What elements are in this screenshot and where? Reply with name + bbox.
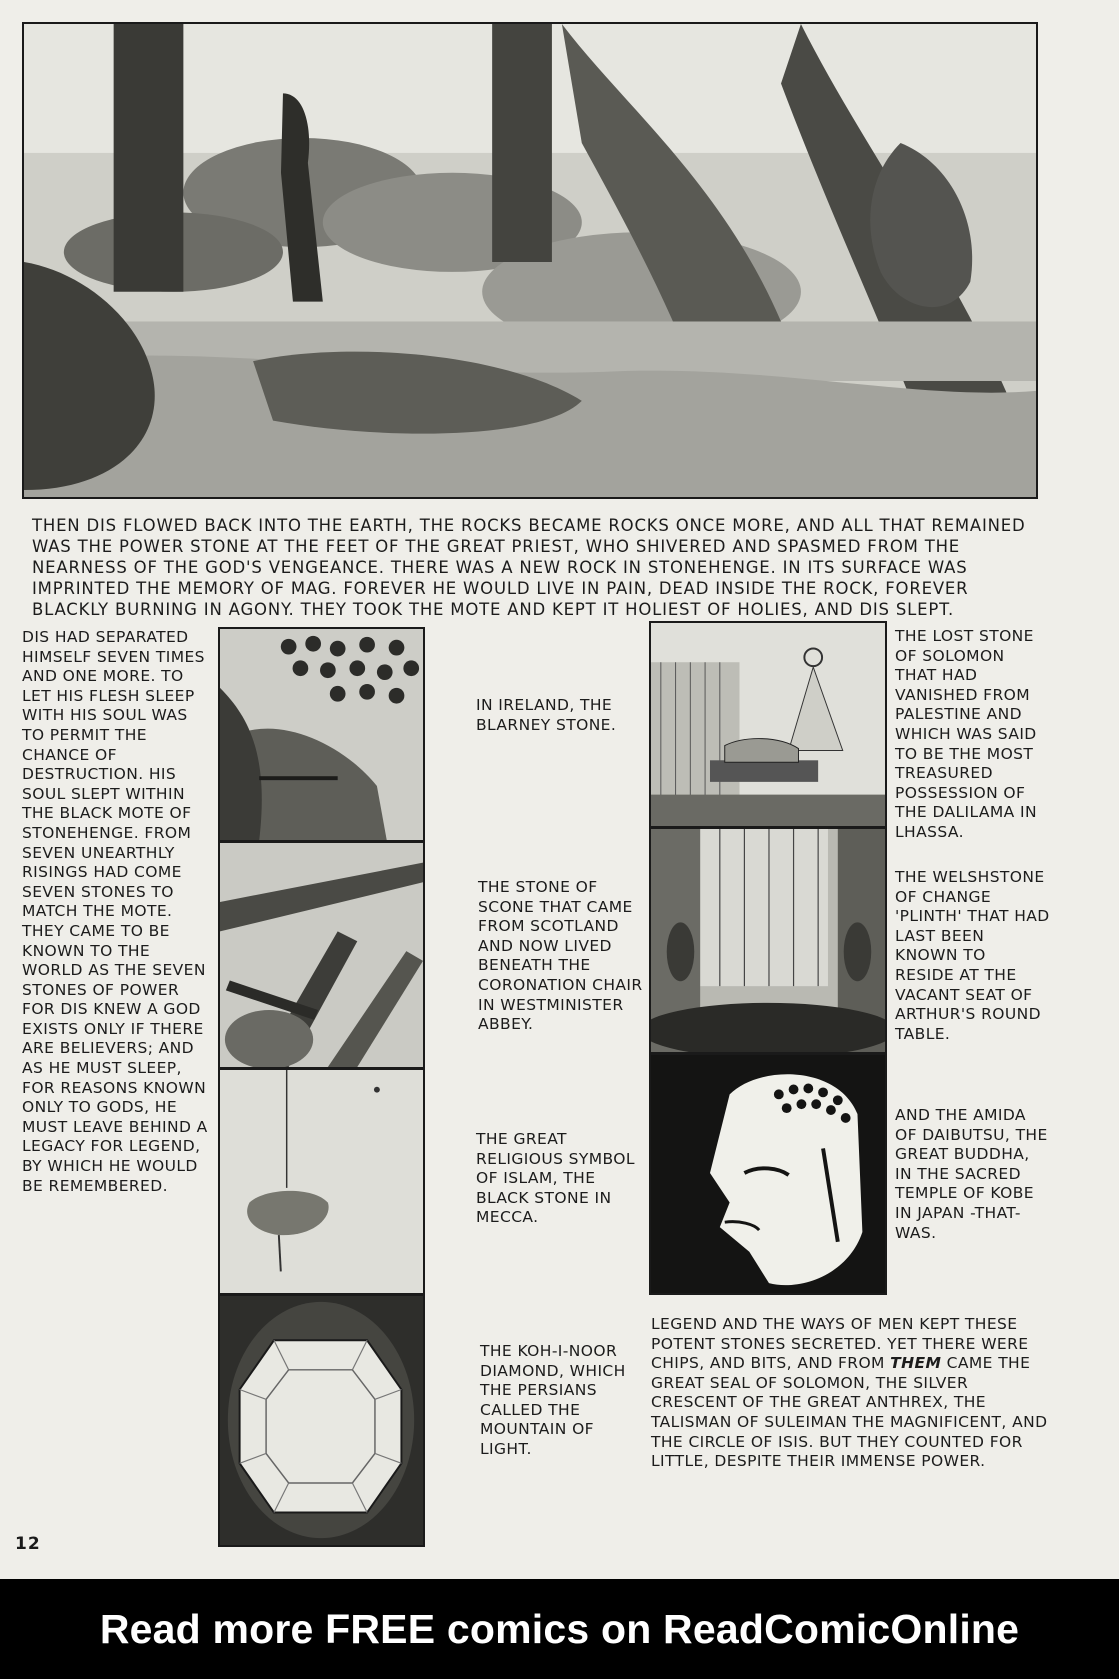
left-column-narration: DIS HAD SEPARATED HIMSELF SEVEN TIMES AND ONE MORE. TO LET HIS FLESH SLEEP WITH HIS SOUL WAS TO PERMIT THE CHANCE OF DESTRUCTION. HIS SOUL SLEPT WITHIN THE BLACK MOTE OF STONEHENGE. FROM SEVEN UNEARTHLY RISINGS HAD COME SEVEN STONES TO MATCH THE MOTE. THEY CAME TO BE KNOWN TO THE WORLD AS THE SEVEN STONES OF POWER FOR DIS KNEW A GOD EXISTS ONLY IF THERE ARE BELIEVERS; AND AS HE MUST SLEEP, FOR REASONS KNOWN ONLY TO GODS, HE MUST LEAVE BEHIND A LEGACY FOR LEGEND, BY WHICH HE WOULD BE REMEMBERED. — [22, 628, 208, 1195]
panel-blarney-stone — [218, 627, 425, 842]
promo-banner-text: Read more FREE comics on ReadComicOnline — [99, 1605, 1020, 1652]
blarney-stone-illustration — [220, 629, 423, 840]
amida-buddha-illustration — [651, 1055, 885, 1293]
final-narration-part2: CAME THE GREAT SEAL OF SOLOMON, THE SILVER CRESCENT OF THE GREAT ANTHREX, THE TALISMAN OF SULEIMAN THE MAGNIFICENT, AND THE CIRCLE OF ISIS. BUT THEY COUNTED FOR LITTLE, DESPITE THEIR IMMENSE POWER. — [651, 1354, 1048, 1471]
welshstone-illustration — [651, 829, 885, 1052]
caption-stone-of-solomon: THE LOST STONE OF SOLOMON THAT HAD VANISHED FROM PALESTINE AND WHICH WAS SAID TO BE THE MOST TREASURED POSSESSION OF THE DALILAMA IN LHASSA. — [895, 627, 1037, 841]
final-narration-part1: LEGEND AND THE WAYS OF MEN KEPT THESE POTENT STONES SECRETED. YET THERE WERE CHIPS, AND BITS, AND FROM — [651, 1315, 1029, 1373]
panel-welshstone — [649, 827, 887, 1054]
promo-banner[interactable] — [0, 1579, 1119, 1679]
caption-blarney-stone: IN IRELAND, THE BLARNEY STONE. — [476, 696, 617, 734]
panel-amida-daibutsu — [649, 1053, 887, 1295]
caption-welshstone: THE WELSHSTONE OF CHANGE 'PLINTH' THAT HAD LAST BEEN KNOWN TO RESIDE AT THE VACANT SEAT OF ARTHUR'S ROUND TABLE. — [895, 868, 1050, 1043]
caption-stone-of-scone: THE STONE OF SCONE THAT CAME FROM SCOTLAND AND NOW LIVED BENEATH THE CORONATION CHAIR IN WESTMINISTER ABBEY. — [478, 878, 643, 1034]
caption-koh-i-noor: THE KOH-I-NOOR DIAMOND, WHICH THE PERSIANS CALLED THE MOUNTAIN OF LIGHT. — [480, 1342, 626, 1458]
panel-stonehenge-scene — [22, 22, 1038, 499]
panel-stone-of-scone — [218, 841, 425, 1069]
koh-i-noor-diamond-illustration — [220, 1296, 423, 1545]
final-narration — [651, 1315, 1051, 1472]
stonehenge-illustration — [24, 24, 1036, 497]
top-panel-narration: THEN DIS FLOWED BACK INTO THE EARTH, THE ROCKS BECAME ROCKS ONCE MORE, AND ALL THAT REMAINED WAS THE POWER STONE AT THE FEET OF THE GREAT PRIEST, WHO SHIVERED AND SPASMED FROM THE NEARNESS OF THE GOD'S VENGEANCE. THERE WAS A NEW ROCK IN STONEHENGE. IN ITS SURFACE WAS IMPRINTED THE MEMORY OF MAG. FOREVER HE WOULD LIVE IN PAIN, DEAD INSIDE THE ROCK, FOREVER BLACKLY BURNING IN AGONY. THEY TOOK THE MOTE AND KEPT IT HOLIEST OF HOLIES, AND DIS SLEPT. — [32, 516, 1026, 619]
final-narration-emphasis: THEM — [890, 1354, 942, 1373]
stone-of-solomon-illustration — [651, 623, 885, 826]
stone-of-scone-illustration — [220, 843, 423, 1067]
panel-black-stone-mecca — [218, 1068, 425, 1295]
caption-black-stone: THE GREAT RELIGIOUS SYMBOL OF ISLAM, THE BLACK STONE IN MECCA. — [476, 1130, 635, 1227]
caption-amida-daibutsu: AND THE AMIDA OF DAIBUTSU, THE GREAT BUDDHA, IN THE SACRED TEMPLE OF KOBE IN JAPAN -THAT-WAS. — [895, 1106, 1048, 1242]
panel-stone-of-solomon — [649, 621, 887, 828]
black-stone-illustration — [220, 1070, 423, 1293]
page-number: 12 — [15, 1534, 41, 1554]
panel-koh-i-noor — [218, 1294, 425, 1547]
